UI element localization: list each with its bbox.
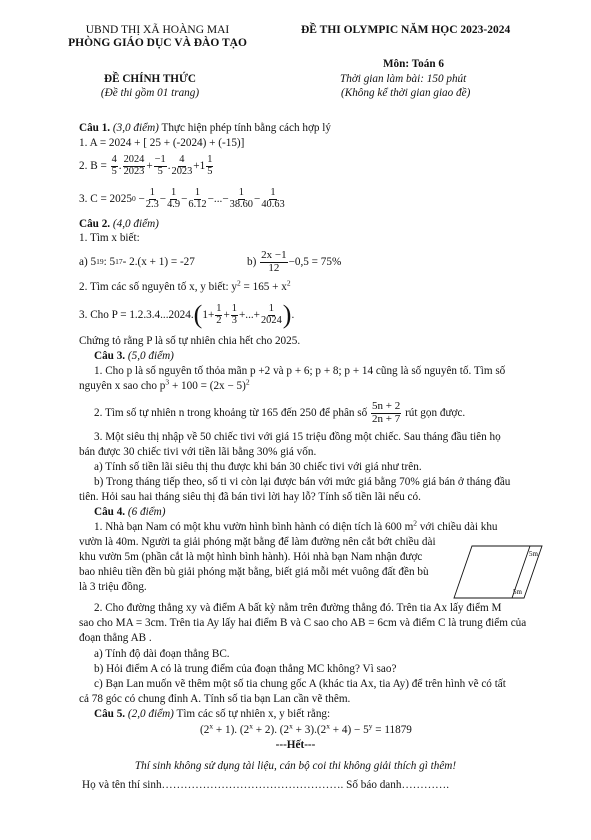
- q1-part-a: 1. A = 2024 + [ 25 + (-2024) + (-15)]: [79, 137, 245, 149]
- q3-part-1-line2: nguyên x sao cho $p^3 + 100 = (2x - 5)^2$: [79, 377, 250, 392]
- fig-label-bottom: 5m: [513, 588, 522, 596]
- q3-part-3b-line2: tiên. Hỏi sau hai tháng siêu thị đã bán tivi lời hay lỗ? Tính số tiền lãi nếu có.: [79, 491, 421, 503]
- q4-part-1-line2: vườn là 40m. Người ta giải phóng mặt bằng để làm đường nên cắt bớt chiều dài: [79, 536, 436, 548]
- q4-part-2c-line1: c) Bạn Lan muốn vẽ thêm một số tia chung gốc A (khác tia Ax, tia Ay) để trên hình vẽ có tất: [94, 678, 506, 690]
- q5-equation: $(2^x + 1)$. $(2^x + 2)$. $(2^x + 3).(2^x + 4) - 5^y = 11879$: [200, 721, 412, 736]
- official-label: ĐỀ CHÍNH THỨC: [104, 73, 196, 85]
- end-marker: ---Hết---: [275, 739, 316, 751]
- q3-part-3-line2: bán được 30 chiếc tivi với tiền lãi bằng 30% giá vốn.: [79, 446, 317, 458]
- q2-part-1: 1. Tìm x biết:: [79, 232, 140, 244]
- q3-part-3a: a) Tính số tiền lãi siêu thị thu được khi bán 30 chiếc tivi với giá như trên.: [94, 461, 422, 473]
- q2-conclusion: Chứng tỏ rằng P là số tự nhiên chia hết cho 2025.: [79, 335, 301, 347]
- q4-part-2-line3: đoạn thẳng AB .: [79, 632, 152, 644]
- q4-part-2-line2: sao cho MA = 3cm. Trên tia Ay lấy hai điểm B và C sao cho AB = 6cm và điểm C là trung điểm của: [79, 617, 527, 629]
- q3-part-3-line1: 3. Một siêu thị nhập về 50 chiếc tivi với giá 15 triệu đồng một chiếc. Sau tháng đầu tiên họ: [94, 431, 501, 443]
- q1-part-b: 2. B = $\frac{4}{5}$ . $\frac{2024}{2023}$ + $\frac{-1}{5}$ . $\frac{4}{2023}$ + 1 $\frac{1}{5}$: [79, 153, 213, 177]
- q3-part-2: 2. Tìm số tự nhiên n trong khoảng từ 165 đến 250 để phân số $\frac{5n + 2}{2n + 7}$ rút gọn được.: [94, 399, 466, 425]
- department-name: UBND THỊ XÃ HOÀNG MAI: [85, 24, 230, 36]
- q2-part-1a: a) 5 19 : 5 17 - 2.(x + 1) = -27: [79, 256, 195, 268]
- pages-note: (Đề thi gồm 01 trang): [100, 87, 200, 99]
- parallelogram-figure: [452, 543, 544, 601]
- q1-heading: Câu 1. (3,0 điểm) Thực hiện phép tính bằng cách hợp lý: [79, 122, 331, 134]
- q2-part-1b: b) $\frac{2x -1}{12}$ −0,5 = 75%: [247, 248, 342, 274]
- q4-part-2c-line2: cả 78 góc có chung đỉnh A. Tính số tia bạn Lan cần vẽ thêm.: [79, 693, 351, 705]
- q3-part-3b-line1: b) Trong tháng tiếp theo, số ti vi còn lại được bán với mức giá bằng 70% giá bán ở tháng đầu: [94, 476, 511, 488]
- candidate-info-line: Họ và tên thí sinh…………………………………………. Số báo danh………….: [82, 779, 449, 791]
- q4-heading: Câu 4. (6 điểm): [94, 506, 166, 518]
- q2-heading: Câu 2. (4,0 điểm): [79, 218, 159, 230]
- q4-part-2a: a) Tính độ dài đoạn thẳng BC.: [94, 648, 230, 660]
- q4-part-2b: b) Hỏi điểm A có là trung điểm của đoạn thẳng MC không? Vì sao?: [94, 663, 397, 675]
- fig-label-top: 5m: [529, 550, 538, 558]
- q4-part-1-line1: 1. Nhà bạn Nam có một khu vườn hình bình hành có diện tích là 600 $m^2$ với chiều dài khu: [94, 518, 498, 533]
- exam-title: ĐỀ THI OLYMPIC NĂM HỌC 2023-2024: [301, 24, 511, 36]
- q4-part-1-line5: là 3 triệu đồng.: [79, 581, 147, 593]
- q1-part-c: 3. C = 2025 0 − $\frac{1}{2.3}$ − $\frac{1}{4.9}$ − $\frac{1}{6.12}$ − ... − $\frac{1}{38.60}$ − $\frac{1}{40.63}$: [79, 186, 285, 210]
- q5-heading: Câu 5. (2,0 điểm) Tìm các số tự nhiên x, y biết rằng:: [94, 708, 331, 720]
- q4-part-2-line1: 2. Cho đường thẳng xy và điểm A bất kỳ nằm trên đường thẳng đó. Trên tia Ax lấy điểm M: [94, 602, 502, 614]
- subject: Môn: Toán 6: [383, 58, 444, 70]
- q2-part-2: 2. Tìm các số nguyên tố x, y biết: $y^2 = 165 + x^2$: [79, 278, 291, 293]
- footer-note: Thí sinh không sử dụng tài liệu, cán bộ coi thi không giải thích gì thêm!: [134, 760, 457, 772]
- q2-part-3: 3. Cho P = 1.2.3.4...2024. ( 1+ $\frac{1}{2}$ + $\frac{1}{3}$ +...+ $\frac{1}{2024}$ ) .: [79, 300, 295, 329]
- q4-part-1-line3: khu vườn 5m (phần cắt là một hình bình hành). Hỏi nhà bạn Nam nhận được: [79, 551, 423, 563]
- office-name: PHÒNG GIÁO DỤC VÀ ĐÀO TẠO: [68, 37, 247, 49]
- q3-part-1-line1: 1. Cho p là số nguyên tố thỏa mãn p +2 và p + 6; p + 8; p + 14 cũng là số nguyên tố. Tìm số: [94, 365, 506, 377]
- time-note: (Không kể thời gian giao đề): [341, 87, 471, 99]
- time-limit: Thời gian làm bài: 150 phút: [340, 73, 467, 85]
- q3-heading: Câu 3. (5,0 điểm): [94, 350, 174, 362]
- q4-part-1-line4: bao nhiêu tiền đền bù giải phóng mặt bằng, biết giá mỗi mét vuông đất đền bù: [79, 566, 429, 578]
